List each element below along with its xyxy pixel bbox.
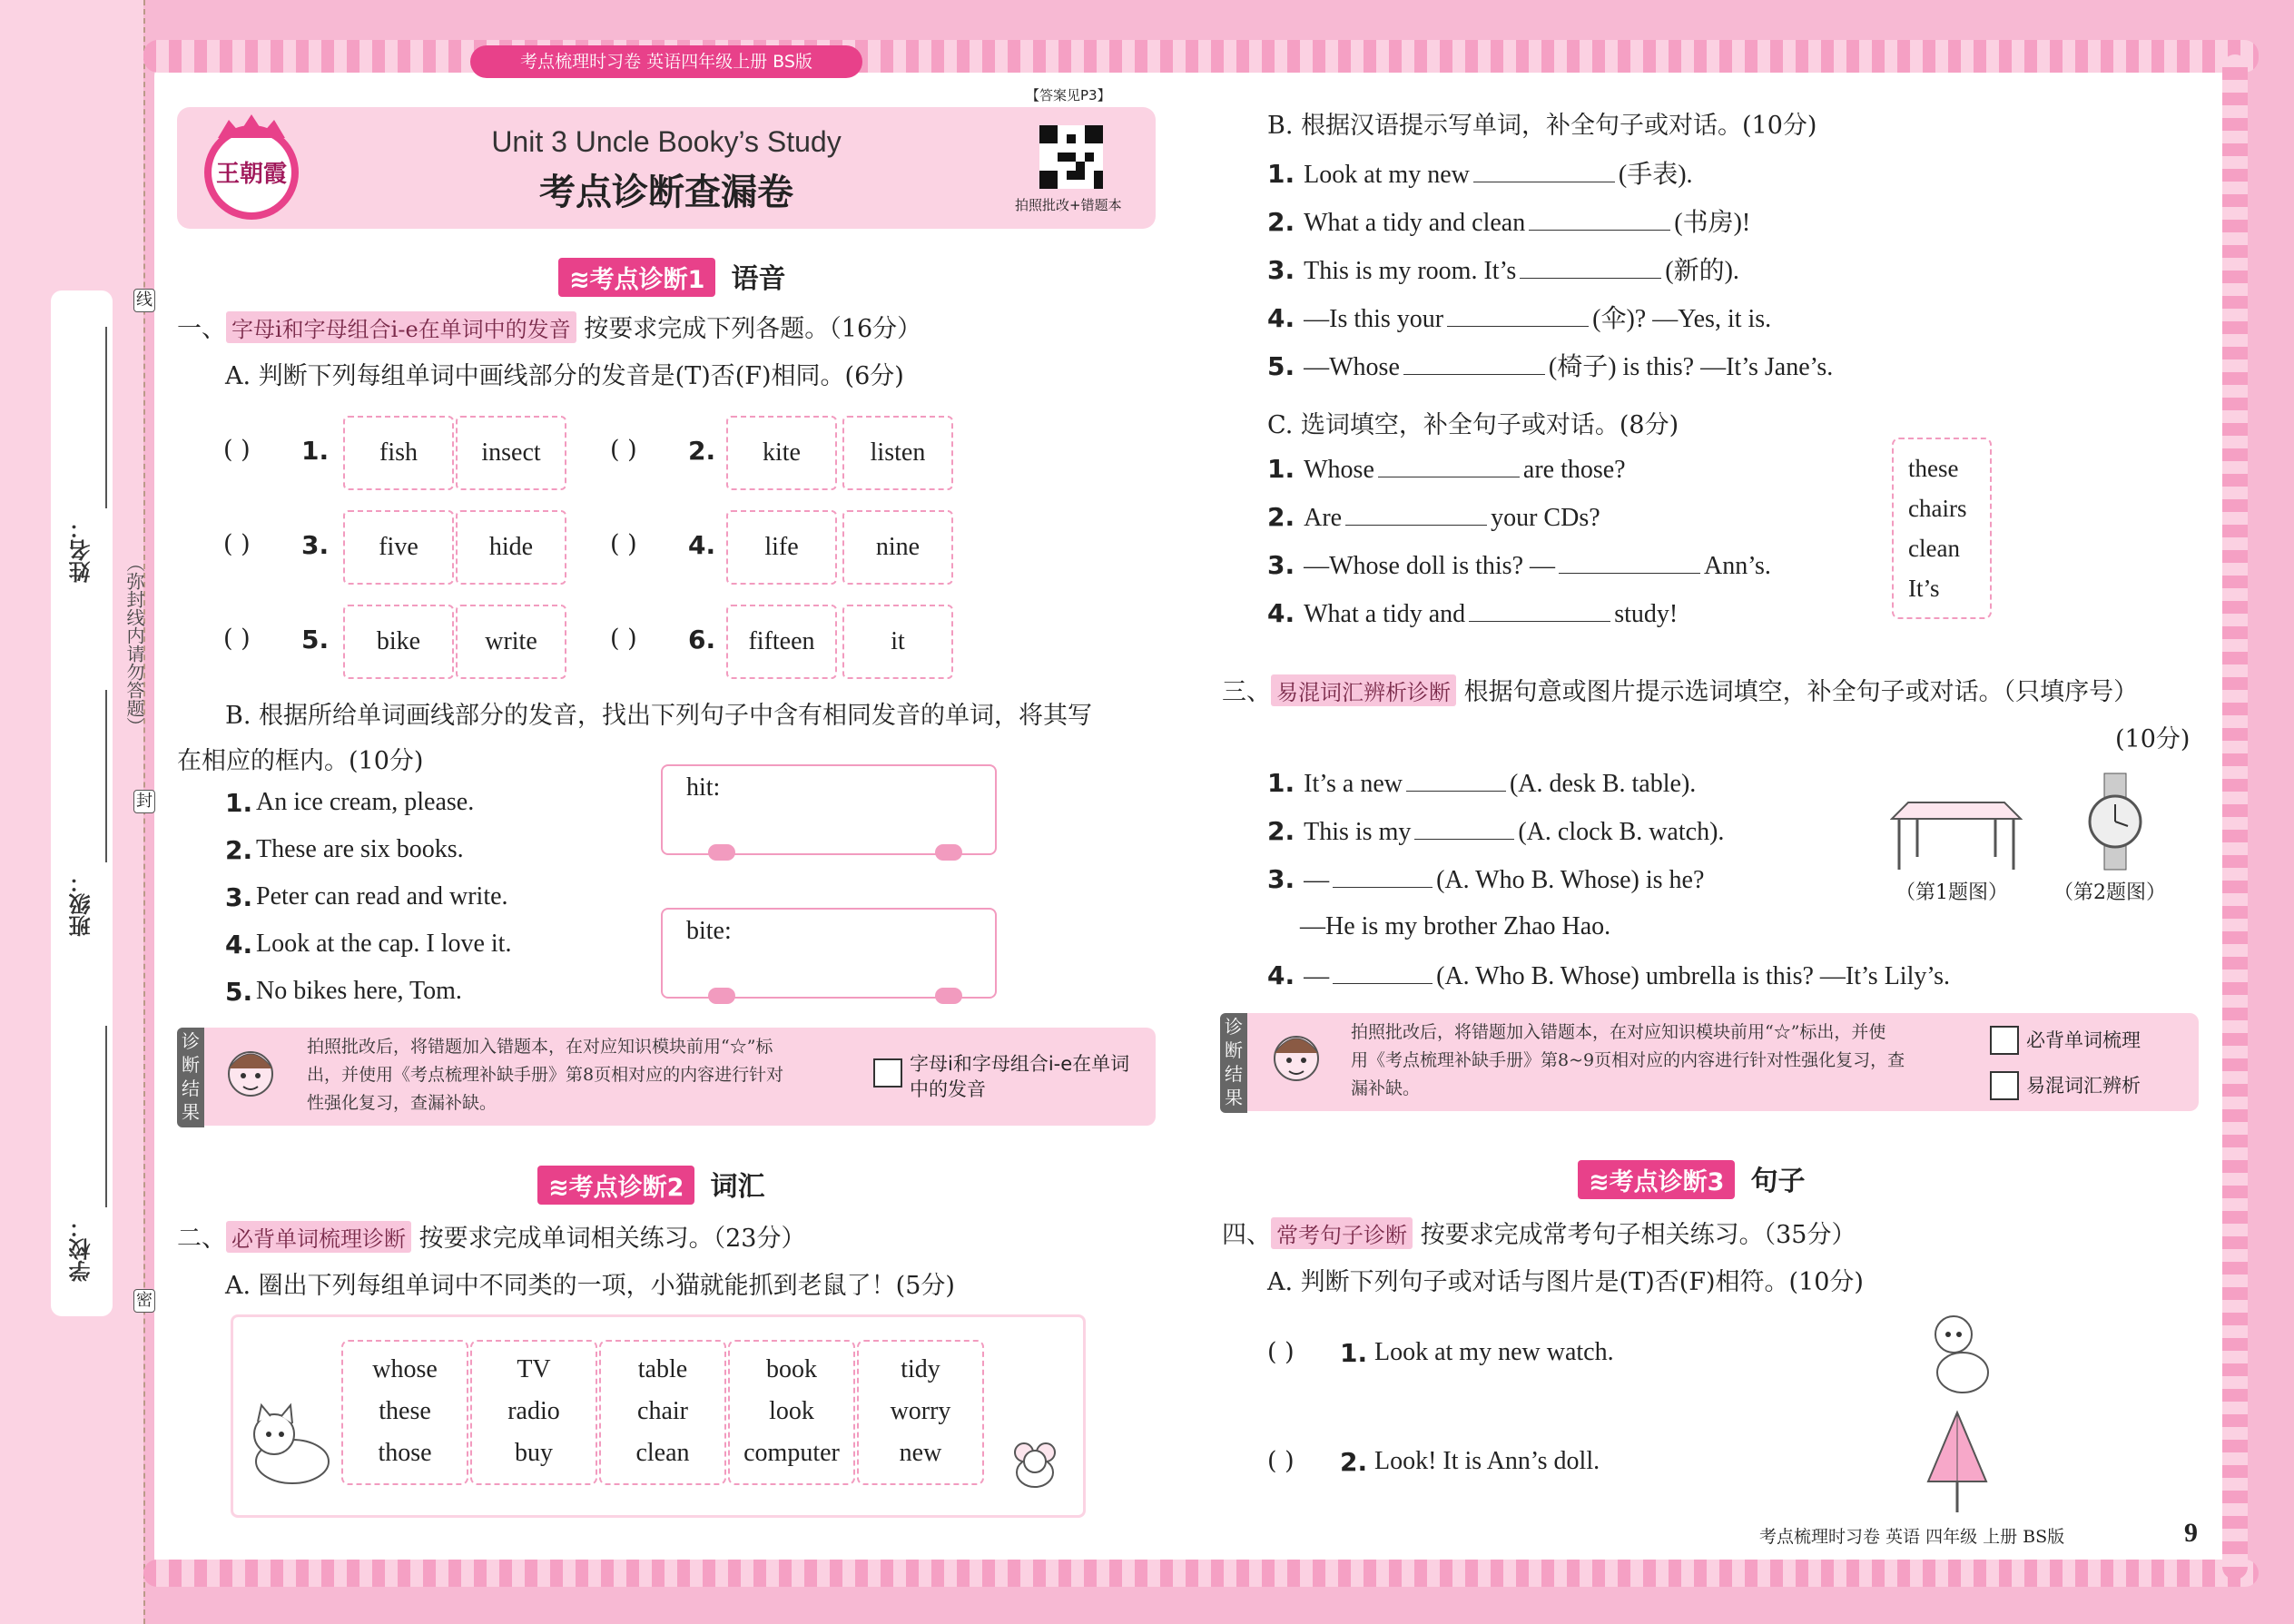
word-group — [341, 1340, 468, 1485]
word-group — [470, 1340, 597, 1485]
q3-item-text: —He is my brother Zhao Hao. — [1300, 912, 1611, 940]
sentence-text: These are six books. — [256, 835, 464, 863]
q3-item-text-after: (A. Who B. Whose) umbrella is this? —It’s Lily’s. — [1436, 962, 1951, 990]
item-number: 1. — [301, 436, 330, 466]
qr-code[interactable] — [1039, 125, 1103, 189]
answer-ref: 【答案见P3】 — [1026, 87, 1111, 103]
seal-char-xian: 线 — [133, 289, 155, 312]
qb-item-blank[interactable] — [1403, 352, 1545, 375]
q2-line — [177, 1218, 805, 1254]
qb-item-blank[interactable] — [1529, 208, 1670, 231]
word-box: nine — [842, 510, 953, 585]
q4-item-text: Look at my new watch. — [1374, 1338, 1614, 1366]
section2-tag: ≋考点诊断2 — [537, 1166, 694, 1205]
qb-item-number: 5. — [1267, 351, 1295, 381]
qc-item-number: 3. — [1267, 550, 1295, 580]
watch-icon — [2079, 772, 2151, 871]
qc-item-line — [1267, 502, 1600, 533]
q1b-instruction-2: 在相应的框内。(10分) — [177, 747, 424, 775]
section3-tag: ≋考点诊断3 — [1578, 1160, 1735, 1199]
checkbox-phonics-label: 字母i和字母组合i-e在单词中的发音 — [910, 1053, 1130, 1100]
q3-line — [1222, 672, 2138, 707]
qb-item-number: 4. — [1267, 303, 1295, 333]
school-label: 学校： — [69, 1216, 94, 1282]
q3-item-line — [1267, 816, 1724, 847]
q2-num: 二、 — [177, 1225, 226, 1253]
qb-item-text-before: This is my room. It’s — [1304, 257, 1517, 285]
sentence-number: 2. — [225, 835, 253, 865]
word-box: life — [726, 510, 837, 585]
qb-item-blank[interactable] — [1520, 256, 1661, 279]
checkbox-vocab-label: 必背单词梳理 — [2026, 1029, 2141, 1051]
qc-item-line — [1267, 550, 1771, 581]
section3-heading — [1578, 1158, 1806, 1199]
q3-item-blank[interactable] — [1406, 769, 1506, 792]
q3-item-blank[interactable] — [1333, 961, 1433, 984]
qb-item-text-after: (新的). — [1665, 257, 1739, 285]
q3-tag: 易混词汇辨析诊断 — [1271, 674, 1456, 706]
qc-instruction: C. 选词填空，补全句子或对话。(8分) — [1267, 411, 1679, 439]
qb-item-text-after: (书房)! — [1674, 209, 1751, 237]
q1a-instruction: A. 判断下列每组单词中画线部分的发音是(T)否(F)相同。(6分) — [225, 362, 904, 390]
figure2-caption: （第2题图） — [2053, 881, 2166, 904]
word-options-box — [1892, 438, 1992, 619]
q3-item-number: 3. — [1267, 864, 1295, 894]
diagnosis-label-2: 诊断结果 — [1220, 1013, 1247, 1113]
sentence-number: 1. — [225, 788, 253, 818]
top-decor-strip — [143, 40, 2259, 73]
class-label: 班级： — [69, 871, 94, 937]
qb-item-number: 1. — [1267, 159, 1295, 189]
bite-box[interactable] — [661, 908, 997, 999]
qc-item-text-before: Whose — [1304, 456, 1374, 484]
checkbox-confusables[interactable] — [1990, 1071, 2019, 1100]
bottom-decor-strip — [143, 1560, 2259, 1587]
qb-item-text-after: (伞)? —Yes, it is. — [1592, 305, 1772, 333]
word-option[interactable]: buy — [515, 1439, 553, 1467]
sentence-text: An ice cream, please. — [256, 788, 475, 816]
qc-item-text-after: study! — [1614, 600, 1679, 628]
qb-item-line — [1267, 347, 1833, 383]
word-box: hide — [456, 510, 566, 585]
right-decor-strip — [2222, 54, 2248, 1580]
q4-tag: 常考句子诊断 — [1271, 1217, 1413, 1249]
section2-title: 词汇 — [710, 1171, 765, 1203]
sentence-number: 3. — [225, 882, 253, 912]
q4-item-number: 1. — [1340, 1338, 1368, 1368]
q2-text: 按要求完成单词相关练习。（23分） — [418, 1225, 806, 1253]
word-group — [599, 1340, 726, 1485]
q1-text: 按要求完成下列各题。（16分） — [584, 315, 922, 343]
qb-item-line — [1267, 299, 1771, 335]
student-info-panel — [51, 290, 113, 1316]
item-number: 4. — [688, 530, 716, 560]
q3-item-text-after: (A. Who B. Whose) is he? — [1436, 866, 1705, 894]
word-option[interactable]: worry — [890, 1397, 951, 1425]
q3-item-number: 1. — [1267, 768, 1295, 798]
word-option[interactable]: chair — [637, 1397, 688, 1425]
qb-item-blank[interactable] — [1473, 160, 1615, 182]
item-number: 2. — [688, 436, 716, 466]
q1-num: 一、 — [177, 315, 226, 343]
checkbox-confusables-label: 易混词汇辨析 — [2026, 1075, 2141, 1097]
q3-item-number: 4. — [1267, 960, 1295, 990]
q4-text: 按要求完成常考句子相关练习。（35分） — [1420, 1221, 1856, 1249]
qc-item-blank[interactable] — [1378, 455, 1520, 477]
qb-item-text-before: Look at my new — [1304, 161, 1470, 189]
unit-title: Unit 3 Uncle Booky’s Study — [491, 125, 842, 158]
qb-item-number: 2. — [1267, 207, 1295, 237]
q1-line — [177, 309, 921, 344]
word-box: five — [343, 510, 454, 585]
q3-score: (10分) — [2115, 725, 2191, 753]
answer-paren[interactable]: ( ) — [223, 530, 251, 558]
qc-item-blank[interactable] — [1345, 503, 1487, 526]
word-option[interactable]: new — [899, 1439, 942, 1467]
mouse-icon — [999, 1425, 1071, 1498]
item-number: 5. — [301, 625, 330, 655]
qb-item-text-before: —Whose — [1304, 353, 1400, 381]
hit-box[interactable] — [661, 764, 997, 855]
q3-item-text-before: — — [1304, 866, 1330, 894]
item-number: 3. — [301, 530, 330, 560]
qc-item-number: 2. — [1267, 502, 1295, 532]
word-option[interactable]: computer — [743, 1439, 840, 1467]
word-option: It’s — [1908, 575, 1940, 602]
qc-item-number: 1. — [1267, 454, 1295, 484]
section1-title: 语音 — [731, 263, 786, 295]
table-icon — [1890, 792, 2023, 873]
sentence-number: 5. — [225, 977, 253, 1007]
qc-item-line — [1267, 454, 1626, 485]
qc-item-line — [1267, 598, 1678, 629]
word-box: fish — [343, 416, 454, 490]
bus-wheel — [708, 988, 735, 1004]
qb-item-line — [1267, 202, 1750, 239]
answer-paren[interactable]: ( ) — [1267, 1338, 1295, 1366]
qb-item-text-before: —Is this your — [1304, 305, 1444, 333]
q1b-instruction-1: B. 根据所给单词画线部分的发音，找出下列句子中含有相同发音的单词，将其写 — [225, 702, 1093, 730]
word-option[interactable]: book — [766, 1355, 817, 1383]
item-number: 6. — [688, 625, 716, 655]
qb-item-line — [1267, 251, 1739, 287]
section3-title: 句子 — [1750, 1166, 1806, 1197]
word-box: bike — [343, 605, 454, 679]
qb-item-line — [1267, 154, 1693, 191]
bus-wheel — [708, 844, 735, 861]
q3-item-line — [1267, 864, 1704, 895]
q4-item-text: Look! It is Ann’s doll. — [1374, 1447, 1600, 1475]
word-box: fifteen — [726, 605, 837, 679]
page-number: 9 — [2184, 1518, 2198, 1548]
girl-icon — [218, 1039, 283, 1112]
qb-item-text-after: (椅子) is this? —It’s Jane’s. — [1548, 353, 1834, 381]
answer-paren[interactable]: ( ) — [610, 530, 637, 558]
qc-item-text-before: Are — [1304, 504, 1343, 532]
footer-text: 考点梳理时习卷 英语 四年级 上册 BS版 — [1759, 1527, 2065, 1547]
word-option: these — [1908, 455, 1959, 482]
diagnosis-label-1: 诊断结果 — [177, 1028, 204, 1127]
word-option[interactable]: those — [378, 1439, 432, 1467]
answer-paren[interactable]: ( ) — [610, 625, 637, 653]
qc-item-text-after: are those? — [1522, 456, 1626, 484]
word-option[interactable]: tidy — [901, 1355, 940, 1383]
sentence-text: No bikes here, Tom. — [256, 977, 462, 1005]
header-tab: 考点梳理时习卷 英语四年级上册 BS版 — [470, 45, 862, 78]
qc-item-text-after: your CDs? — [1491, 504, 1600, 532]
qc-item-blank[interactable] — [1559, 551, 1700, 574]
answer-paren[interactable]: ( ) — [1267, 1447, 1295, 1475]
sentence-text: Peter can read and write. — [256, 882, 508, 910]
qr-caption: 拍照批改+错题本 — [1015, 197, 1122, 213]
svg-text:王朝霞: 王朝霞 — [215, 161, 288, 188]
q3-item-text-before: — — [1304, 962, 1330, 990]
exam-title: 考点诊断查漏卷 — [539, 172, 793, 213]
seal-char-mi: 密 — [133, 1289, 155, 1313]
diagnosis-text-2c: 漏补缺。 — [1351, 1078, 1421, 1098]
word-box: listen — [842, 416, 953, 490]
section2-heading — [537, 1164, 765, 1205]
checkbox-vocab[interactable] — [1990, 1026, 2019, 1055]
qb-item-text-after: (手表). — [1618, 161, 1693, 189]
section1-heading — [558, 256, 786, 297]
girl-icon — [1264, 1024, 1329, 1097]
sentence-text: Look at the cap. I love it. — [256, 930, 512, 958]
class-line — [105, 690, 107, 862]
qc-item-text-after: Ann’s. — [1704, 552, 1771, 580]
q3-item-blank[interactable] — [1333, 865, 1433, 888]
qc-item-text-before: What a tidy and — [1304, 600, 1466, 628]
diagnosis-text-1b: 出，并使用《考点梳理补缺手册》第8页相对应的内容进行针对 — [307, 1065, 784, 1085]
name-label: 姓名： — [69, 517, 94, 583]
seal-char-feng: 封 — [133, 790, 155, 813]
diagnosis-text-1a: 拍照批改后，将错题加入错题本，在对应知识模块前用“☆”标 — [307, 1037, 773, 1057]
q4-line — [1222, 1215, 1856, 1250]
diagnosis-text-2a: 拍照批改后，将错题加入错题本，在对应知识模块前用“☆”标出，并使 — [1351, 1022, 1886, 1042]
word-option[interactable]: radio — [507, 1397, 560, 1425]
bus-wheel — [935, 988, 962, 1004]
word-option: chairs — [1908, 495, 1967, 522]
q3-item-line — [1267, 768, 1696, 799]
word-box: kite — [726, 416, 837, 490]
word-group — [857, 1340, 984, 1485]
school-line — [105, 1026, 107, 1207]
qc-item-number: 4. — [1267, 598, 1295, 628]
q3-item-text-after: (A. clock B. watch). — [1518, 818, 1725, 846]
word-option[interactable]: look — [769, 1397, 814, 1425]
word-option[interactable]: clean — [635, 1439, 690, 1467]
qb-item-blank[interactable] — [1447, 304, 1589, 327]
cat-icon — [238, 1380, 347, 1498]
word-box: write — [456, 605, 566, 679]
checkbox-phonics[interactable] — [873, 1058, 902, 1088]
q3-num: 三、 — [1222, 678, 1271, 706]
word-group — [728, 1340, 855, 1485]
q3-item-line — [1267, 960, 1950, 991]
bite-label: bite: — [686, 917, 732, 945]
sentence-number: 4. — [225, 930, 253, 960]
qc-item-text-before: —Whose doll is this? — — [1304, 552, 1555, 580]
q3-item-text-before: This is my — [1304, 818, 1412, 846]
word-option[interactable]: these — [379, 1397, 431, 1425]
section1-tag: ≋考点诊断1 — [558, 258, 715, 297]
qb-item-number: 3. — [1267, 255, 1295, 285]
word-box: it — [842, 605, 953, 679]
qc-item-blank[interactable] — [1469, 599, 1610, 622]
word-box: insect — [456, 416, 566, 490]
hit-label: hit: — [686, 773, 721, 802]
word-option: clean — [1908, 535, 1960, 562]
q1-tag: 字母i和字母组合i-e在单词中的发音 — [226, 311, 576, 343]
q4a-instruction: A. 判断下列句子或对话与图片是(T)否(F)相符。(10分) — [1267, 1268, 1864, 1296]
doll-icon — [1917, 1307, 2008, 1398]
word-option[interactable]: table — [637, 1355, 688, 1383]
q2a-instruction: A. 圈出下列每组单词中不同类的一项，小猫就能抓到老鼠了！(5分) — [225, 1272, 955, 1300]
q3-item-text-after: (A. desk B. table). — [1509, 770, 1697, 798]
qb-instruction: B. 根据汉语提示写单词，补全句子或对话。(10分) — [1267, 112, 1817, 140]
q3-item-blank[interactable] — [1414, 817, 1514, 840]
figure1-caption: （第1题图） — [1895, 881, 2008, 904]
word-option[interactable]: whose — [372, 1355, 438, 1383]
q3-item-text-before: It’s a new — [1304, 770, 1403, 798]
qb-item-text-before: What a tidy and clean — [1304, 209, 1526, 237]
q2-tag: 必背单词梳理诊断 — [226, 1221, 411, 1253]
seal-note: （弥封线内请勿答题） — [123, 554, 145, 735]
q4-item-number: 2. — [1340, 1447, 1368, 1477]
word-option[interactable]: TV — [517, 1355, 551, 1383]
diagnosis-text-2b: 用《考点梳理补缺手册》第8~9页相对应的内容进行针对性强化复习，查 — [1351, 1050, 1905, 1070]
umbrella-icon — [1921, 1409, 1994, 1518]
bus-wheel — [935, 844, 962, 861]
q3-text: 根据句意或图片提示选词填空，补全句子或对话。（只填序号） — [1463, 678, 2139, 706]
diagnosis-text-1c: 性强化复习，查漏补缺。 — [307, 1093, 497, 1113]
answer-paren[interactable]: ( ) — [223, 436, 251, 464]
name-line — [105, 327, 107, 508]
answer-paren[interactable]: ( ) — [223, 625, 251, 653]
q4-num: 四、 — [1222, 1221, 1271, 1249]
answer-paren[interactable]: ( ) — [610, 436, 637, 464]
q3-item-number: 2. — [1267, 816, 1295, 846]
